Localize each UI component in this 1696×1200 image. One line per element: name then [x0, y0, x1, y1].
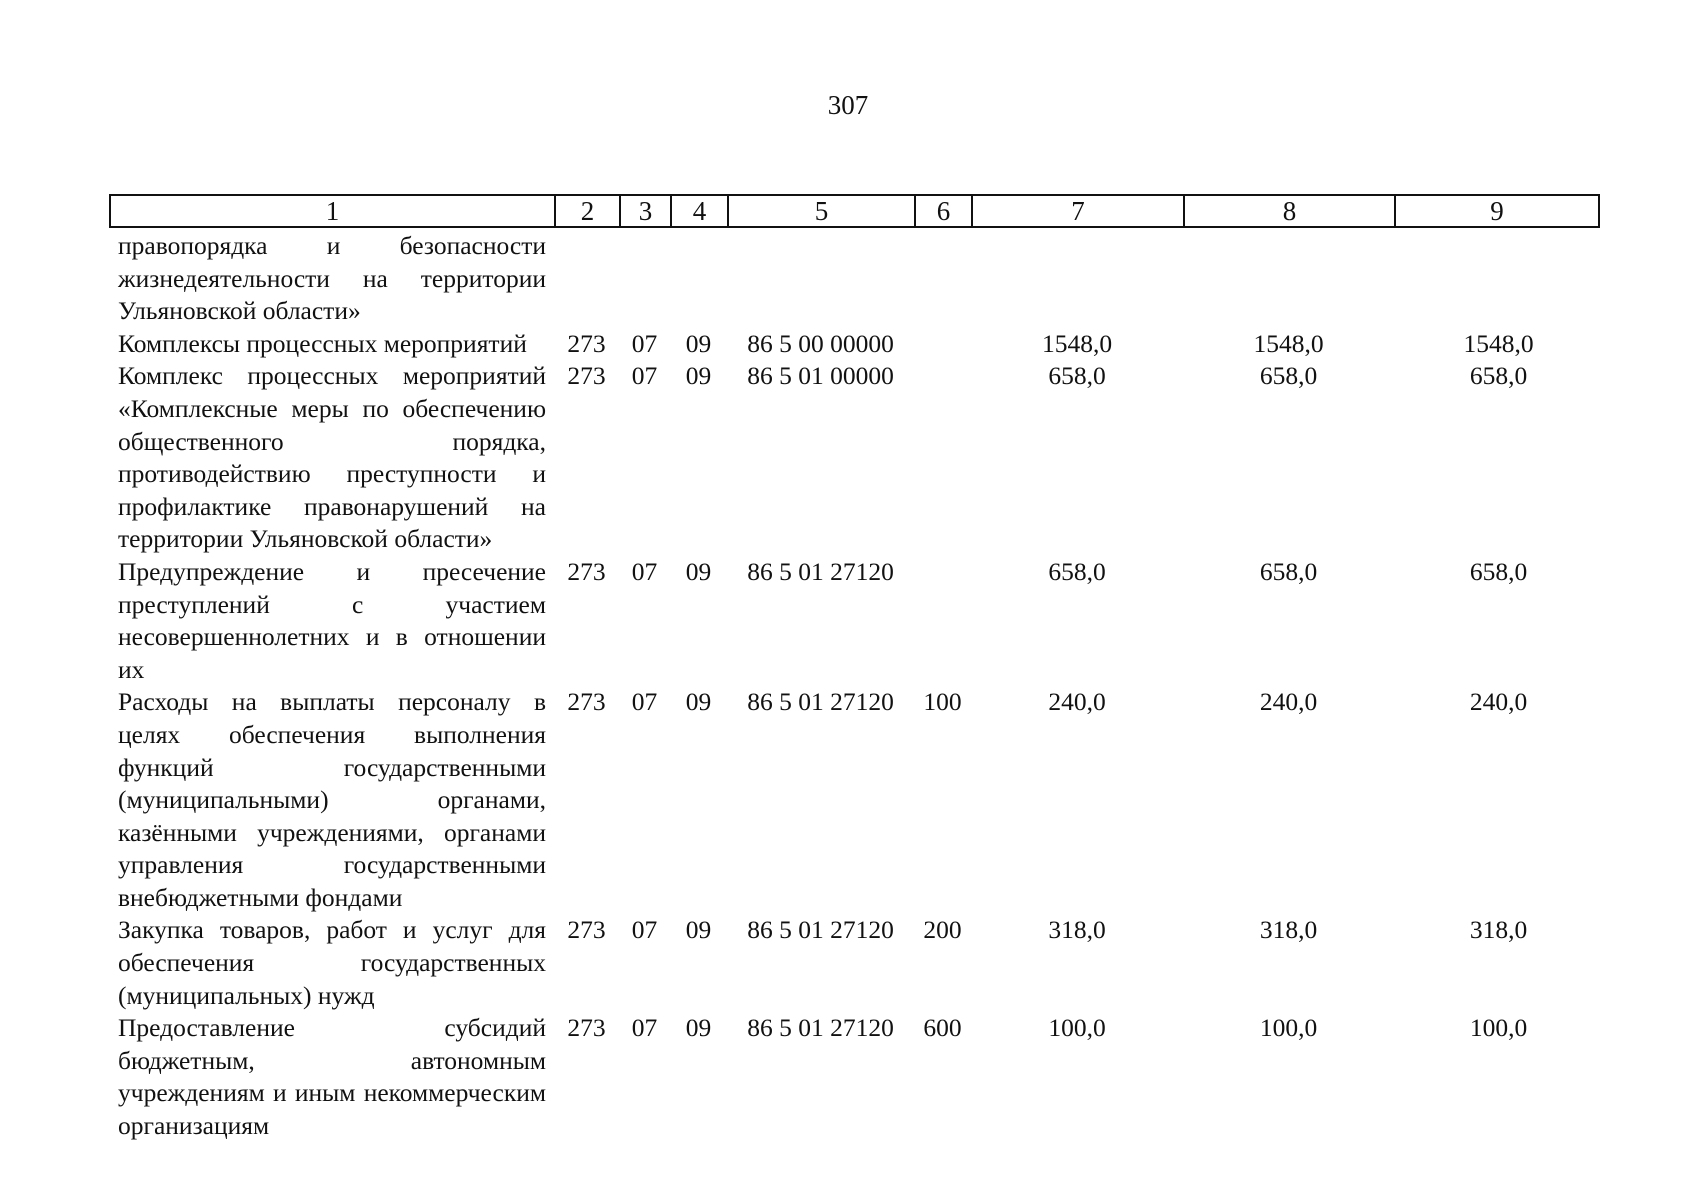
- cell-col-8: 100,0: [1259, 1013, 1318, 1043]
- table-row: [109, 914, 1598, 1012]
- cell-col-9: 100,0: [1469, 1013, 1528, 1043]
- cell-col-7: 240,0: [1048, 687, 1106, 717]
- cell-col-2: 273: [567, 915, 606, 945]
- cell-col-6: 100: [923, 687, 962, 717]
- cell-col-2: 273: [567, 1013, 606, 1043]
- cell-col-3: 07: [631, 687, 658, 717]
- row-name: правопорядка и безопасности жизнедеятельности на территории Ульяновской области»: [118, 231, 546, 326]
- cell-col-8: 658,0: [1259, 556, 1318, 586]
- cell-col-4: 09: [685, 1013, 712, 1043]
- cell-col-7: 1548,0: [1041, 328, 1113, 358]
- cell-col-7: 658,0: [1048, 361, 1106, 391]
- table-row: [109, 328, 1598, 361]
- cell-col-8: 658,0: [1259, 361, 1318, 391]
- cell-col-3: 07: [631, 361, 658, 391]
- cell-col-5: 86 5 00 00000: [747, 328, 894, 358]
- cell-col-9: 240,0: [1469, 687, 1528, 717]
- cell-col-6: 200: [923, 915, 962, 945]
- column-header-1: 1: [110, 195, 555, 227]
- cell-col-2: 273: [567, 328, 606, 358]
- column-header-6: 6: [915, 195, 972, 227]
- column-header-4: 4: [671, 195, 728, 227]
- cell-col-4: 09: [685, 915, 712, 945]
- row-name: Комплекс процессных мероприятий «Комплексные меры по обеспечению общественного порядка, противодействию преступности и профилактике правонарушений на территории Ульяновской области»: [118, 361, 546, 554]
- column-header-5: 5: [728, 195, 915, 227]
- cell-col-8: 318,0: [1259, 915, 1318, 945]
- column-header-3: 3: [620, 195, 671, 227]
- column-header-7: 7: [972, 195, 1184, 227]
- row-name: Закупка товаров, работ и услуг для обеспечения государственных (муниципальных) нужд: [118, 915, 546, 1010]
- table-row: [109, 360, 1598, 556]
- cell-col-2: 273: [567, 361, 606, 391]
- cell-col-4: 09: [685, 361, 712, 391]
- cell-col-6: 600: [923, 1013, 962, 1043]
- cell-col-5: 86 5 01 00000: [747, 361, 894, 391]
- row-name: Комплексы процессных мероприятий: [118, 328, 527, 358]
- column-header-9: 9: [1395, 195, 1599, 227]
- cell-col-3: 07: [631, 556, 658, 586]
- cell-col-9: 318,0: [1469, 915, 1528, 945]
- cell-col-4: 09: [685, 687, 712, 717]
- column-header-2: 2: [555, 195, 620, 227]
- cell-col-2: 273: [567, 687, 606, 717]
- table-row: [109, 1012, 1598, 1142]
- cell-col-9: 1548,0: [1463, 328, 1534, 358]
- cell-col-9: 658,0: [1469, 361, 1528, 391]
- cell-col-5: 86 5 01 27120: [747, 687, 894, 717]
- cell-col-7: 658,0: [1048, 556, 1106, 586]
- cell-col-3: 07: [631, 915, 658, 945]
- table-row: [109, 230, 1598, 328]
- column-header-8: 8: [1184, 195, 1395, 227]
- table-row: [109, 556, 1598, 686]
- cell-col-8: 1548,0: [1253, 328, 1324, 358]
- cell-col-5: 86 5 01 27120: [747, 915, 894, 945]
- cell-col-3: 07: [631, 328, 658, 358]
- table-row: [109, 686, 1598, 914]
- cell-col-9: 658,0: [1469, 556, 1528, 586]
- row-name: Расходы на выплаты персоналу в целях обеспечения выполнения функций государственными (муниципальными) органами, казёнными учреждениями, органами управления государственными внебюджетными фондами: [118, 687, 546, 912]
- cell-col-4: 09: [685, 328, 712, 358]
- column-header-row: [109, 194, 1600, 228]
- row-name: Предоставление субсидий бюджетным, автономным учреждениям и иным некоммерческим организациям: [118, 1013, 546, 1141]
- cell-col-5: 86 5 01 27120: [747, 556, 894, 586]
- cell-col-4: 09: [685, 556, 712, 586]
- row-name: Предупреждение и пресечение преступлений с участием несовершеннолетних и в отношении их: [118, 556, 546, 684]
- cell-col-3: 07: [631, 1013, 658, 1043]
- page-number: 307: [827, 90, 869, 120]
- cell-col-7: 318,0: [1048, 915, 1106, 945]
- cell-col-2: 273: [567, 556, 606, 586]
- cell-col-5: 86 5 01 27120: [747, 1013, 894, 1043]
- cell-col-8: 240,0: [1259, 687, 1318, 717]
- budget-table-body: [109, 230, 1598, 1143]
- cell-col-7: 100,0: [1048, 1013, 1106, 1043]
